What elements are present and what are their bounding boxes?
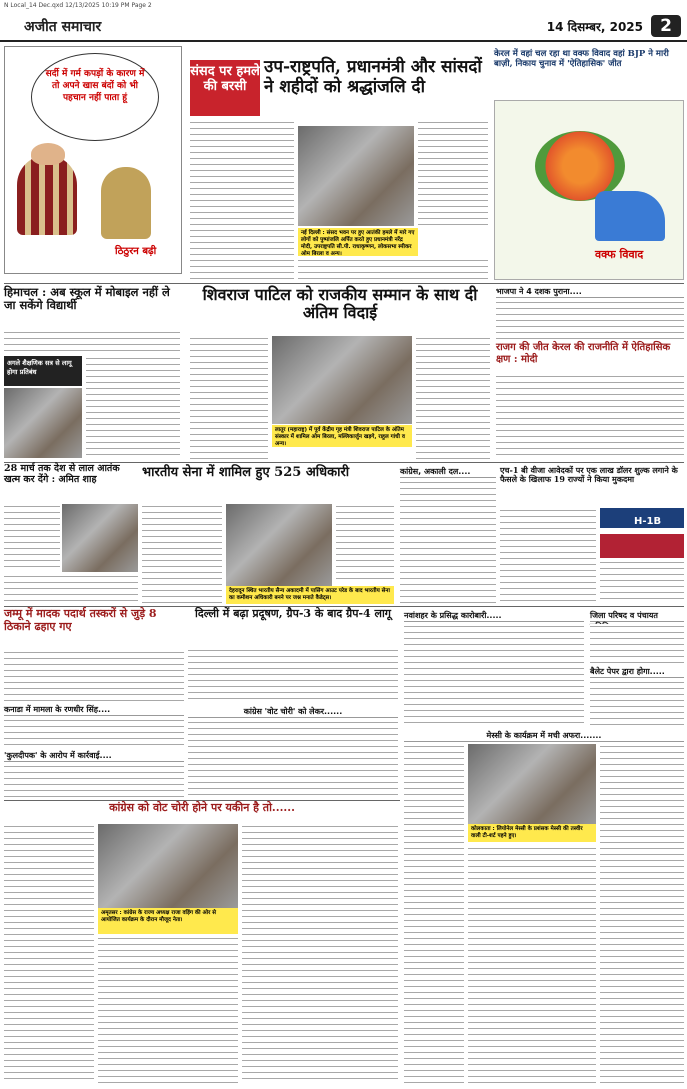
messi-section-head: मेस्सी के कार्यक्रम में मची अफरा....... [404, 730, 684, 742]
jammu-headline: जम्मू में मादक पदार्थ तस्करों से जुड़े 8 ठिकाने ढहाए गए [4, 607, 157, 633]
delhi-article-body [188, 648, 398, 704]
kashmir-section-head: कनाडा में मामला के रणधीर सिंह.... [4, 704, 184, 716]
shah-article-body [4, 504, 60, 572]
bjp-section-head: भाजपा ने 4 दशक पुराना.... [496, 286, 684, 298]
congress-section-head: कांग्रेस, अकाली दल.... [400, 466, 496, 478]
cartoon-speech-bubble: सर्दी में गर्म कपड़ों के कारण में तो अपने खास बंदों को भी पहचान नहीं पाता हूं [31, 53, 159, 141]
h1b-visa-photo [600, 508, 684, 558]
h1b-article-body-2 [600, 560, 684, 604]
publication-name: अजीत समाचार [24, 19, 102, 35]
bottom-photo-caption: अमृतसर : कांग्रेस के राज्य अध्यक्ष राजा वड़िंग की ओर से आयोजित कार्यक्रम के दौरान मौजूद नेता। [98, 908, 238, 934]
shivraj-headline: शिवराज पाटिल को राजकीय सम्मान के साथ दी अंतिम विदाई [202, 285, 478, 323]
kuldeep-section-head: 'कुलदीपक' के आरोप में कार्रवाई.... [4, 750, 184, 762]
cartoon-figure-blanket [17, 155, 77, 235]
modi-article-body [496, 374, 684, 460]
masthead [0, 12, 687, 42]
bottom-photo [98, 824, 238, 908]
messi-article-body-2 [468, 846, 596, 1084]
kuldeep-article-body [4, 764, 184, 798]
himachal-article-body-2 [86, 356, 180, 458]
zila-section-head: जिला परिषद व पंचायत [590, 610, 684, 622]
page-number: 2 [651, 15, 681, 37]
bottom-article-body-3 [242, 824, 398, 1084]
shivraj-article-body [190, 336, 268, 460]
issue-date: 14 दिसम्बर, 2025 [546, 20, 643, 34]
vote-chori-article-body [188, 720, 398, 798]
shivraj-article-body-2 [416, 336, 490, 460]
parliament-tag: संसद पर हमले की बरसी [190, 60, 260, 116]
zila-sub-head: बैलेट पेपर द्वारा होगा..... [590, 666, 684, 678]
messi-photo-caption: कोलकाता : लियोनेल मेस्सी के प्रशंसक मेस्सी की तस्वीर वाली टी-शर्ट पहने हुए। [468, 824, 596, 842]
watering-can-icon [595, 191, 665, 241]
modi-headline: राजग की जीत केरल की राजनीति में ऐतिहासिक क्षण : मोदी [496, 342, 671, 365]
parliament-photo [298, 126, 414, 226]
divider [4, 283, 684, 284]
shivraj-photo-caption: लातूर (महाराष्ट्र) में पूर्व केंद्रीय गृह मंत्री शिवराज पाटिल के अंतिम संस्कार में शामिल ओम बिरला, मल्लिकार्जुन खड़गे, राहुल गांधी व अन्य। [272, 425, 412, 447]
himachal-photo [4, 388, 82, 458]
army-article-body-2 [336, 504, 394, 584]
congress-article-body [400, 480, 496, 604]
jammu-article-body [4, 650, 184, 702]
messi-article-body-3 [600, 744, 684, 1084]
kashmir-article-body [4, 718, 184, 748]
bottom-article-body-2 [98, 936, 238, 1084]
messi-article-body [404, 744, 464, 1084]
h1b-badge: H-1B [634, 516, 662, 527]
zila-article-body [590, 624, 684, 664]
nawanshahr-article-body [404, 624, 584, 728]
parliament-headline: उप-राष्ट्रपति, प्रधानमंत्री और सांसदों ने शहीदों को श्रद्धांजलि दी [264, 57, 482, 97]
parliament-photo-caption: नई दिल्ली : संसद भवन पर हुए आतंकी हमले में मारे गए लोगों को पुष्पांजलि अर्पित करते हुए प्रधानमंत्री नरेंद्र मोदी, उपराष्ट्रपति सी.पी. राधाकृष्णन, लोकसभा स्पीकर ओम बिरला व अन्य। [298, 228, 418, 256]
cartoon-panel [4, 46, 182, 274]
kerala-cartoon-label: वक्फ विवाद [595, 248, 644, 261]
kerala-cartoon [494, 100, 684, 280]
parliament-article-body-3 [298, 258, 488, 280]
himachal-headline: हिमाचल : अब स्कूल में मोबाइल नहीं ले जा सकेंगे विद्यार्थी [4, 285, 170, 313]
shivraj-photo [272, 336, 412, 424]
parliament-article-body [190, 120, 294, 280]
cartoon-face [31, 143, 65, 165]
himachal-article-body [4, 330, 180, 352]
bottom-headline: कांग्रेस को वोट चोरी होने पर यकीन है तो...... [109, 801, 295, 814]
army-photo-caption: देहरादून स्थित भारतीय सैन्य अकादमी में पासिंग आउट परेड के बाद भारतीय सेना का कमीशन अधिकारी बनने पर जश्न मनाते कैडेट्स। [226, 586, 394, 604]
zila-article-body-2 [590, 680, 684, 728]
delhi-headline: दिल्ली में बढ़ा प्रदूषण, ग्रैप-3 के बाद ग्रैप-4 लागू [195, 607, 391, 620]
nawanshahr-section-head: नवांशहर के प्रसिद्ध कारोबारी..... [404, 610, 584, 622]
bottom-article-body [4, 824, 94, 1084]
bjp-article-body [496, 300, 684, 340]
cartoon-figure-two [101, 167, 151, 239]
army-photo [226, 504, 332, 586]
h1b-headline: एच-1 बी वीजा आवेदकों पर एक लाख डॉलर शुल्क लगाने के फैसले के खिलाफ 19 राज्यों ने किया मुकदमा [500, 465, 678, 485]
parliament-article-body-2 [418, 120, 488, 226]
army-article-body [142, 504, 222, 604]
shah-photo [62, 504, 138, 572]
army-headline: भारतीय सेना में शामिल हुए 525 अधिकारी [142, 465, 350, 480]
shah-article-body-2 [4, 574, 138, 604]
page-slug: N Local_14 Dec.qxd 12/13/2025 10:19 PM Page 2 [4, 2, 152, 9]
himachal-photo-caption: अगले शैक्षणिक सत्र से लागू होगा प्रतिबंध [4, 356, 82, 386]
vote-chori-section-head: कांग्रेस 'वोट चोरी' को लेकर...... [188, 706, 398, 718]
shah-headline: 28 मार्च तक देश से लाल आतंक खत्म कर देंगे : अमित शाह [4, 463, 120, 485]
h1b-article-body [500, 508, 596, 604]
cartoon-signature: ठिठुरन बढ़ी [115, 246, 157, 257]
kerala-headline: केरल में वहां चल रहा था वक्फ विवाद वहां BJP ने मारी बाज़ी, निकाय चुनाव में 'ऐतिहासिक' जीत [494, 49, 669, 69]
messi-photo [468, 744, 596, 824]
